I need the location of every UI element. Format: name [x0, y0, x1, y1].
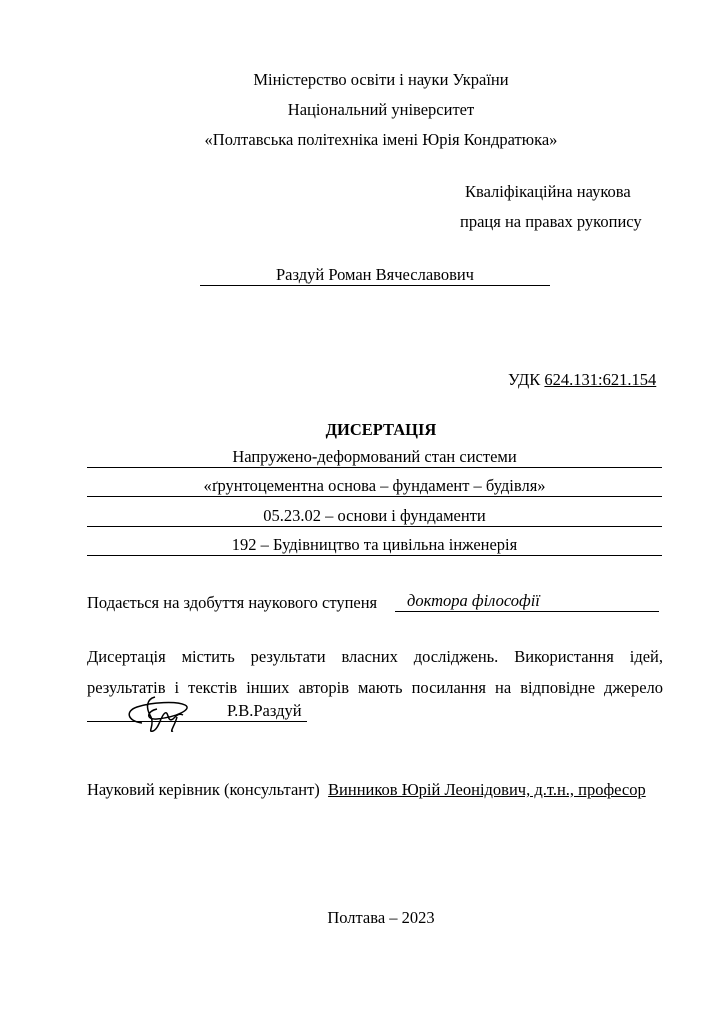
university-name: «Полтавська політехніка імені Юрія Кондратюка»: [204, 130, 558, 149]
statement-text: результатів і текстів інших авторів мають посилання на відповідне джерело: [87, 678, 663, 697]
title-line-2: [87, 476, 662, 497]
title-line-1: [87, 447, 662, 468]
degree-value: доктора філософії: [407, 591, 540, 610]
signature-name: Р.В.Раздуй: [227, 701, 302, 720]
degree-label: Подається на здобуття наукового ступеня: [87, 593, 378, 612]
manuscript-note-2: праця на правах рукопису: [460, 212, 642, 231]
udk: [508, 370, 656, 390]
manuscript-note-1: Кваліфікаційна наукова: [465, 182, 631, 201]
field-line: [87, 535, 662, 556]
title-text: Напружено-деформований стан системи: [232, 447, 517, 466]
field-text: 192 – Будівництво та цивільна інженерія: [231, 535, 518, 554]
footer-city-year: Полтава – 2023: [327, 908, 435, 927]
signature-image: [117, 693, 197, 735]
degree-value-line: [395, 591, 659, 612]
university: Національний університет: [287, 100, 475, 119]
statement-line-1: [87, 647, 663, 667]
specialty-text: 05.23.02 – основи і фундаменти: [263, 506, 486, 525]
author-name: [200, 265, 550, 286]
author-text: Раздуй Роман Вячеславович: [276, 265, 474, 284]
udk-label: УДК: [508, 370, 541, 389]
specialty-line: [87, 506, 662, 527]
supervisor-value: Винников Юрій Леонідович, д.т.н., професор: [328, 780, 646, 799]
supervisor: [87, 780, 646, 800]
udk-code: 624.131:621.154: [544, 370, 657, 389]
document-type: ДИСЕРТАЦІЯ: [325, 420, 437, 439]
signature-line: [87, 701, 307, 722]
statement-text: Дисертація містить результати власних досліджень. Використання ідей,: [87, 647, 663, 666]
ministry: Міністерство освіти і науки України: [253, 70, 509, 89]
supervisor-label: Науковий керівник (консультант): [87, 780, 320, 799]
title-text: «ґрунтоцементна основа – фундамент – будівля»: [203, 476, 546, 495]
